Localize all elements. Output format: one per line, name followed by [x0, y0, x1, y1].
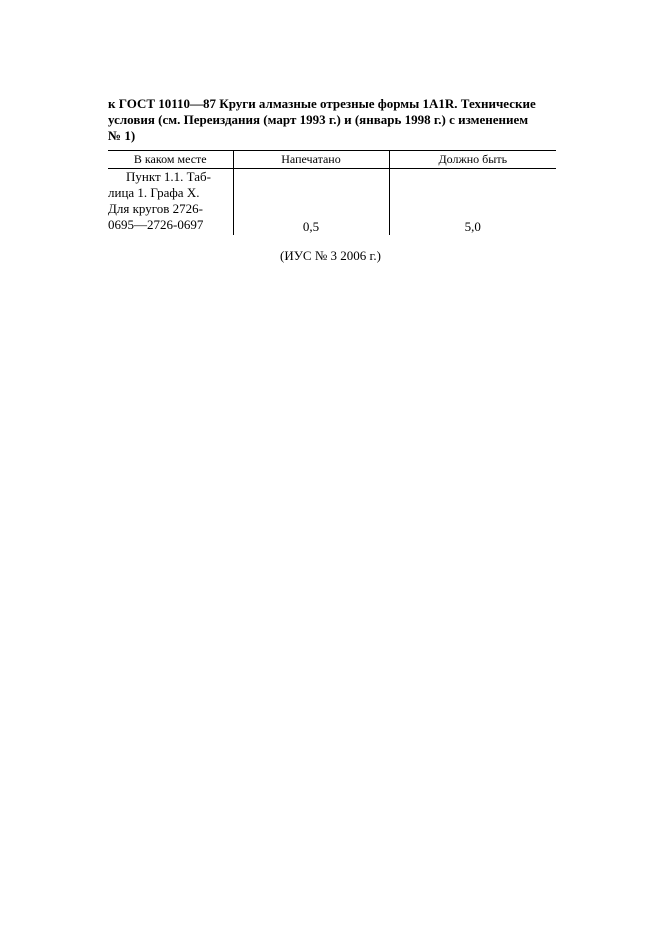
amendment-heading: [108, 96, 558, 144]
cell-where: [108, 169, 233, 236]
heading-line-1: к ГОСТ 10110—87 Круги алмазные отрезные формы 1A1R. Технические: [108, 96, 536, 111]
place-line-1: Пункт 1.1. Таб-: [126, 169, 212, 184]
place-line-3: Для кругов 2726-: [108, 201, 203, 216]
source-reference: (ИУС № 3 2006 г.): [280, 248, 381, 263]
cell-should-be: 5,0: [464, 219, 481, 234]
corrections-table: [108, 150, 556, 235]
heading-line-2: условия (см. Переиздания (март 1993 г.) и (январь 1998 г.) с изменением: [108, 112, 529, 127]
header-should-be: Должно быть: [389, 151, 556, 169]
table-row: [108, 169, 556, 236]
header-printed: Напечатано: [233, 151, 389, 169]
place-line-2: лица 1. Графа X.: [108, 185, 200, 200]
cell-printed: 0,5: [233, 169, 389, 236]
header-where: В каком месте: [108, 151, 233, 169]
table-header-row: [108, 151, 556, 169]
heading-line-3: № 1): [108, 128, 136, 143]
place-line-4: 0695—2726-0697: [108, 217, 204, 232]
